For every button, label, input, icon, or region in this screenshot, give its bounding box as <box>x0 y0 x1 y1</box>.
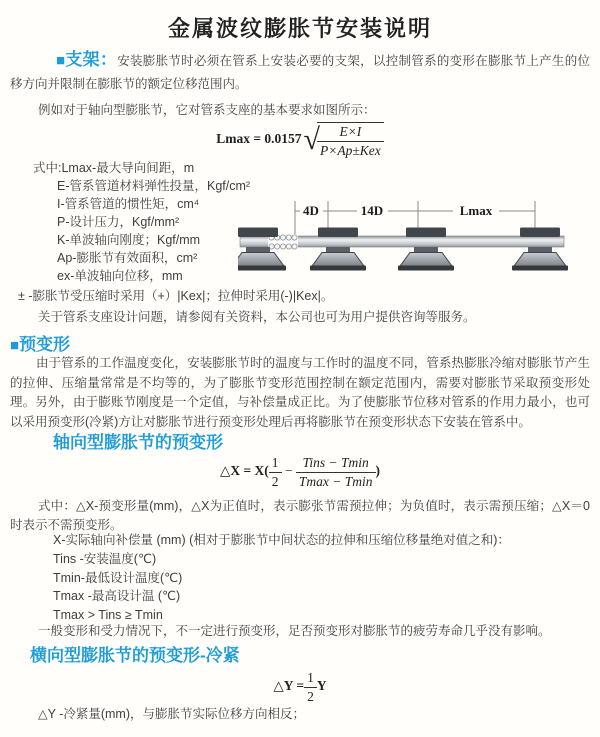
axial-where-paragraph: 式中：△X-预变形量(mm)，△X为正值时，表示膨张节需预拉伸；为负值时，表示需预压缩；△X＝0时表示不需预变形。 <box>10 499 590 532</box>
lateral-formula-rhs: Y <box>316 678 327 694</box>
half-denominator: 2 <box>271 473 279 489</box>
lateral-subheading: 横向型膨胀节的预变形-冷紧 <box>30 646 240 665</box>
temp-fraction-numerator: Tins − Tmin <box>296 455 376 473</box>
sqrt-radical-icon: √ <box>303 123 321 157</box>
minus-sign: − <box>284 463 293 479</box>
definition-line: 式中:Lmax-最大导向间距，m <box>33 161 195 175</box>
formula-definitions-list <box>33 159 250 285</box>
definition-line: I-管系管道的惯性矩，cm⁴ <box>57 197 200 211</box>
definition-line: Tmax > Tins ≥ Tmin <box>53 607 163 622</box>
axial-note: 一般变形和受力情况下，不一定进行预变形，足否预变形对膨胀节的疲劳寿命几乎没有影响。 <box>38 624 551 638</box>
dim-label-lmax: Lmax <box>459 203 493 218</box>
half-numerator: 1 <box>304 670 317 688</box>
consult-note: 关于管系支座设计问题，请参阅有关资料，本公司也可为用户提供咨询等服务。 <box>38 310 476 324</box>
fraction-denominator: P×Ap±Kex <box>320 142 381 158</box>
lateral-formula-lhs: △Y = <box>273 678 305 694</box>
axial-subheading: 轴向型膨胀节的预变形 <box>53 433 223 452</box>
support-intro-text: 安装膨胀节时必须在管系上安装必要的支架，以控制管系的变形在膨胀节上产生的位移方向并限制在膨胀节的额定位移范围内。 <box>10 54 591 91</box>
temperature-fraction <box>296 455 376 489</box>
definition-line: ex-单波轴向位移，mm <box>57 269 183 283</box>
predeform-body: 由于管系的工作温度变化，安装膨胀节时的温度与工作时的温度不同，管系热膨胀冷缩对膨胀节产生的拉伸、压缩量常常是不均等的，为了膨胀节变形范围控制在额定范围内，需要对膨胀节采取预变形处理。另外，由于膨账节刚度是一个定值，与补偿量成正比。为了使膨胀节位移对管系的作用力最小，也可以采用预变形(冷紧)方让对膨胀节进行预变形处理后再将膨胀节在预变形状态下安装在管系中。 <box>10 356 590 429</box>
axial-formula <box>0 455 600 489</box>
section-bullet-icon: ■ <box>56 52 66 69</box>
definition-line: P-设计压力，Kgf/mm² <box>57 215 180 229</box>
lateral-formula <box>0 670 600 704</box>
support-section-heading <box>56 50 117 69</box>
fraction-numerator: E×I <box>317 124 384 142</box>
dim-label-4d: 4D <box>303 203 319 218</box>
support-example-line: 例如对于轴向型膨胀节，它对管系支座的基本要求如图所示： <box>38 103 376 117</box>
plus-minus-note: ± -膨胀节受压缩时采用（+）|Kex|；拉伸时采用(-)|Kex|。 <box>18 289 334 303</box>
page-title: 金属波纹膨胀节安装说明 <box>167 16 432 41</box>
half-denominator: 2 <box>307 688 314 704</box>
definition-line: Tmax -最高设计温 (℃) <box>53 589 181 603</box>
definition-line: Tins -安装温度(℃) <box>53 552 157 566</box>
section-bullet-icon: ■ <box>10 337 20 354</box>
predeform-heading-label: 预变形 <box>19 335 71 354</box>
lmax-formula-root-body <box>317 122 384 158</box>
support-heading-label: 支架： <box>65 50 118 69</box>
pipe-support <box>512 228 568 271</box>
definition-line: E-管系管道材料弹性投量，Kgf/cm² <box>57 179 251 193</box>
axial-formula-lhs: △X = X( <box>219 463 269 479</box>
temp-fraction-denominator: Tmax − Tmin <box>298 473 373 489</box>
lateral-note: △Y -冷紧量(mm)，与膨胀节实际位移方向相反； <box>38 707 306 721</box>
lmax-formula-fraction <box>317 124 384 158</box>
axial-formula-rhs: ) <box>375 463 381 479</box>
pipe-support <box>310 228 366 271</box>
lmax-formula <box>0 122 600 158</box>
definition-line: Ap-膨胀节有效面积，cm² <box>57 251 198 265</box>
lmax-formula-lhs: Lmax = 0.0157 <box>216 131 302 147</box>
one-half-fraction <box>269 455 282 489</box>
definition-line: Tmin-最低设计温度(℃) <box>53 570 183 585</box>
temperature-definitions-list <box>53 550 182 624</box>
half-numerator: 1 <box>269 455 282 473</box>
axial-x-definition: X-实际轴向补偿量 (mm) (相对于膨胀节中间状态的拉伸和压缩位移量绝对值之和)： <box>53 533 510 547</box>
dim-label-14d: 14D <box>360 203 384 218</box>
support-paragraph <box>10 50 590 96</box>
pipe-support-diagram <box>238 193 600 290</box>
pipe-support <box>398 228 454 271</box>
one-half-fraction <box>304 670 317 704</box>
definition-line: K-单波轴向刚度；Kgf/mm <box>57 233 201 247</box>
predeform-section-heading <box>10 330 70 355</box>
